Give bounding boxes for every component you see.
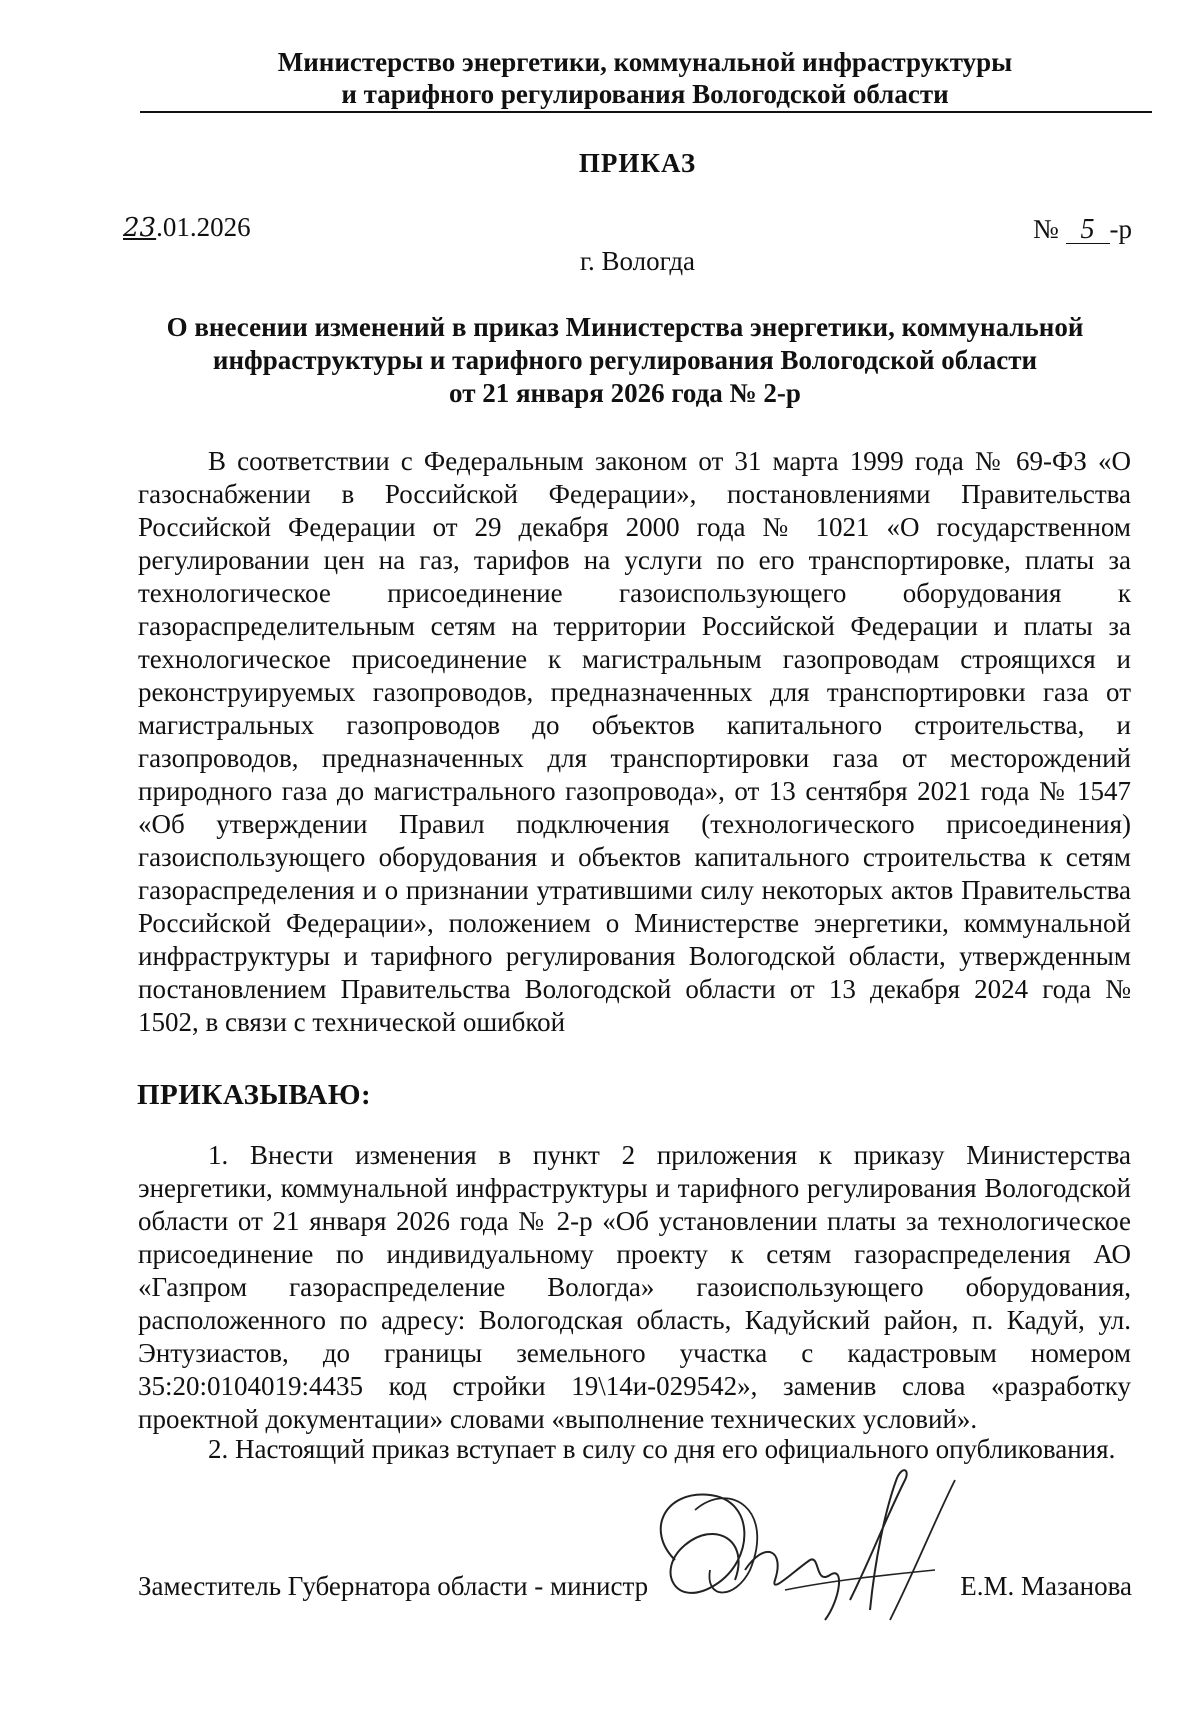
subject-line-2: инфраструктуры и тарифного регулирования Вологодской области	[212, 345, 1038, 375]
ministry-header	[140, 46, 1150, 110]
subject-line-1: О внесении изменений в приказ Министерства энергетики, коммунальной	[166, 312, 1084, 342]
order-item-2: 2. Настоящий приказ вступает в силу со дня его официального опубликования.	[208, 1434, 1116, 1464]
preamble-paragraph: В соответствии с Федеральным законом от 31 марта 1999 года № 69-ФЗ «О газоснабжении в Российской Федерации», постановлениями Правительства Российской Федерации от 29 декабря 2000 года № 1021 «О государственном регулировании цен на газ, тарифов на услуги по его транспортировке, платы за технологическое присоединение газоиспользующего оборудования к газораспределительным сетям на территории Российской Федерации и платы за технологическое присоединение к магистральным газопроводам строящихся и реконструируемых газопроводов, предназначенных для транспортировки газа от магистральных газопроводов до объектов капитального строительства, и газопроводов, предназначенных для транспортировки газа от месторождений природного газа до магистрального газопровода», от 13 сентября 2021 года № 1547 «Об утверждении Правил подключения (технологического присоединения) газоиспользующего оборудования и объектов капитального строительства к сетям газораспределения и о признании утратившими силу некоторых актов Правительства Российской Федерации», положением о Министерстве энергетики, коммунальной инфраструктуры и тарифного регулирования Вологодской области, утвержденным постановлением Правительства Вологодской области от 13 декабря 2024 года № 1502, в связи с технической ошибкой	[138, 446, 1131, 1037]
ministry-line-2: и тарифного регулирования Вологодской области	[341, 79, 949, 109]
signatory-position: Заместитель Губернатора области - министр	[138, 1571, 649, 1601]
order-number	[1033, 214, 1132, 245]
date-printed: .01.2026	[156, 212, 251, 242]
header-divider	[140, 111, 1152, 113]
order-date	[123, 212, 251, 243]
date-handwritten: 23	[123, 213, 157, 243]
ministry-line-1: Министерство энергетики, коммунальной инфраструктуры	[277, 47, 1013, 77]
handwritten-signature	[635, 1450, 975, 1650]
number-handwritten: 5	[1066, 217, 1110, 244]
signatory-name: Е.М. Мазанова	[960, 1571, 1132, 1601]
doc-type-title: ПРИКАЗ	[578, 148, 697, 178]
order-item-1: 1. Внести изменения в пункт 2 приложения к приказу Министерства энергетики, коммунальной инфраструктуры и тарифного регулирования Вологодской области от 21 января 2026 года № 2-р «Об установлении платы за технологическое присоединение по индивидуальному проекту к сетям газораспределения АО «Газпром газораспределение Вологда» газоиспользующего оборудования, расположенного по адресу: Вологодская область, Кадуйский район, п. Кадуй, ул. Энтузиастов, до границы земельного участка с кадастровым номером 35:20:0104019:4435 код стройки 19\14и-029542», заменив слова «разработку проектной документации» словами «выполнение технических условий».	[138, 1140, 1131, 1434]
order-subject	[120, 311, 1130, 410]
subject-line-3: от 21 января 2026 года № 2-р	[449, 378, 801, 408]
number-suffix: -р	[1109, 214, 1132, 244]
number-prefix: №	[1032, 214, 1059, 244]
orders-heading: ПРИКАЗЫВАЮ:	[137, 1079, 372, 1111]
city: г. Вологда	[579, 246, 696, 276]
